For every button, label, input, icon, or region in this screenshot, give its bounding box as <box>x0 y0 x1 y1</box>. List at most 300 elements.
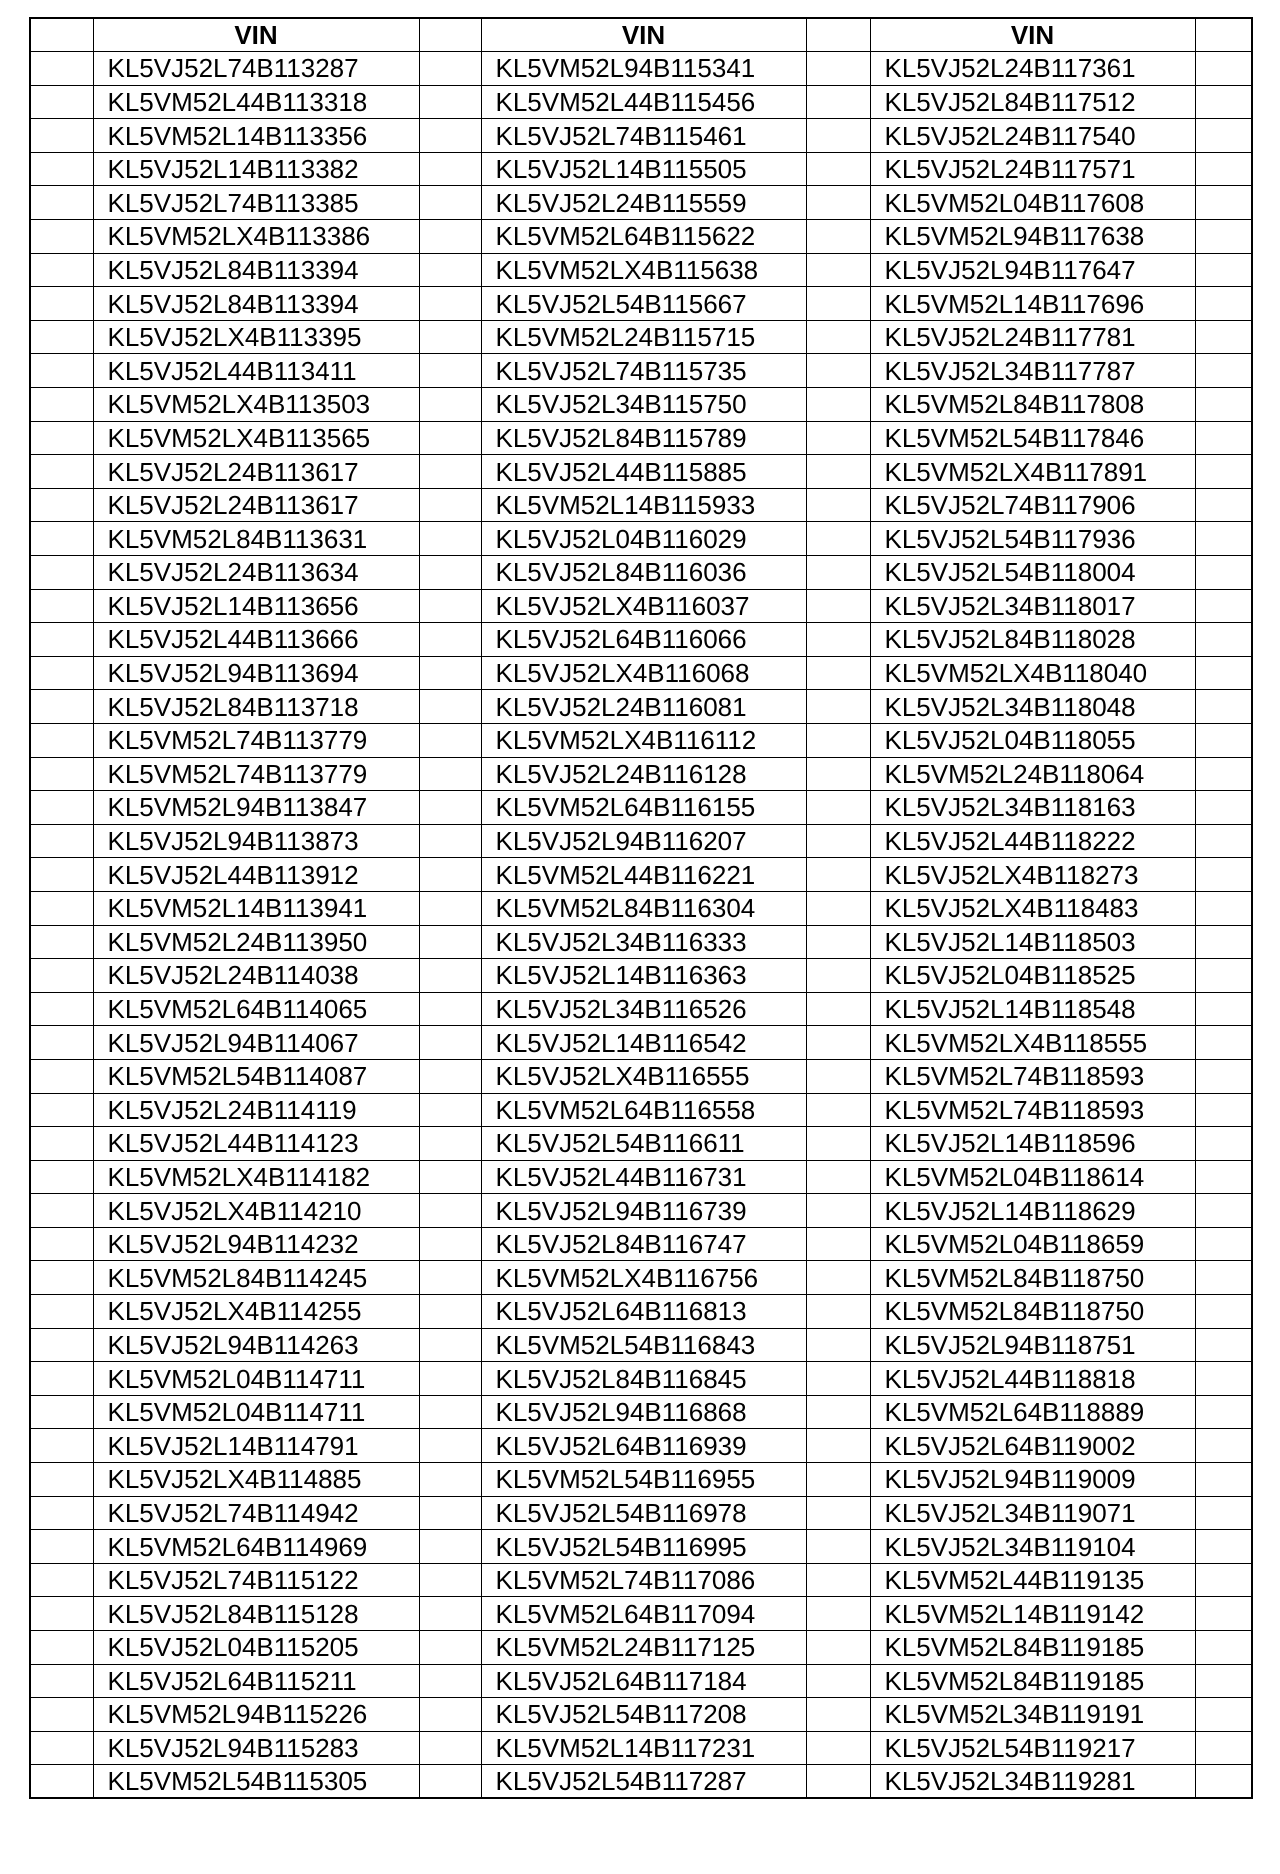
spacer-cell <box>419 354 481 388</box>
vin-cell: KL5VJ52LX4B118273 <box>870 858 1195 892</box>
table-row <box>30 1160 1252 1194</box>
spacer-cell <box>806 1429 870 1463</box>
vin-cell: KL5VM52L54B114087 <box>93 1059 419 1093</box>
spacer-cell <box>1195 354 1252 388</box>
vin-cell: KL5VM52LX4B114182 <box>93 1160 419 1194</box>
vin-cell: KL5VJ52L74B115461 <box>481 119 806 153</box>
spacer-cell <box>806 186 870 220</box>
spacer-cell <box>1195 522 1252 556</box>
spacer-cell <box>419 388 481 422</box>
spacer-cell <box>806 656 870 690</box>
vin-cell: KL5VJ52L54B117208 <box>481 1698 806 1732</box>
vin-cell: KL5VM52L84B119185 <box>870 1664 1195 1698</box>
spacer-cell <box>419 220 481 254</box>
spacer-cell <box>806 18 870 52</box>
spacer-cell <box>30 1731 93 1765</box>
table-row <box>30 488 1252 522</box>
spacer-cell <box>806 421 870 455</box>
vin-cell: KL5VM52L14B113941 <box>93 891 419 925</box>
table-row <box>30 623 1252 657</box>
vin-cell: KL5VJ52L34B119071 <box>870 1496 1195 1530</box>
spacer-cell <box>30 1496 93 1530</box>
spacer-cell <box>30 1664 93 1698</box>
vin-cell: KL5VM52L64B115622 <box>481 220 806 254</box>
table-row <box>30 52 1252 86</box>
table-row <box>30 656 1252 690</box>
vin-cell: KL5VM52L14B119142 <box>870 1597 1195 1631</box>
spacer-cell <box>419 1127 481 1161</box>
table-row <box>30 723 1252 757</box>
spacer-cell <box>1195 858 1252 892</box>
spacer-cell <box>30 723 93 757</box>
vin-cell: KL5VM52LX4B117891 <box>870 455 1195 489</box>
vin-cell: KL5VJ52L14B118548 <box>870 992 1195 1026</box>
spacer-cell <box>806 623 870 657</box>
spacer-cell <box>1195 488 1252 522</box>
spacer-cell <box>419 723 481 757</box>
spacer-cell <box>806 858 870 892</box>
table-row <box>30 1765 1252 1799</box>
spacer-cell <box>419 690 481 724</box>
table-row <box>30 1631 1252 1665</box>
table-row <box>30 220 1252 254</box>
spacer-cell <box>1195 791 1252 825</box>
table-row <box>30 824 1252 858</box>
spacer-cell <box>30 992 93 1026</box>
vin-cell: KL5VJ52L34B117787 <box>870 354 1195 388</box>
spacer-cell <box>30 1059 93 1093</box>
vin-cell: KL5VJ52L64B116939 <box>481 1429 806 1463</box>
table-row <box>30 1597 1252 1631</box>
table-row <box>30 1496 1252 1530</box>
vin-cell: KL5VM52L94B115226 <box>93 1698 419 1732</box>
vin-cell: KL5VJ52L54B116978 <box>481 1496 806 1530</box>
spacer-cell <box>806 1496 870 1530</box>
spacer-cell <box>806 488 870 522</box>
vin-cell: KL5VJ52L94B117647 <box>870 253 1195 287</box>
vin-cell: KL5VJ52L34B118017 <box>870 589 1195 623</box>
spacer-cell <box>806 1093 870 1127</box>
spacer-cell <box>1195 1059 1252 1093</box>
spacer-cell <box>1195 1328 1252 1362</box>
table-row <box>30 354 1252 388</box>
table-row <box>30 1194 1252 1228</box>
spacer-cell <box>419 85 481 119</box>
spacer-cell <box>1195 388 1252 422</box>
vin-cell: KL5VJ52L34B119281 <box>870 1765 1195 1799</box>
spacer-cell <box>30 556 93 590</box>
vin-cell: KL5VM52L84B113631 <box>93 522 419 556</box>
spacer-cell <box>30 186 93 220</box>
spacer-cell <box>1195 18 1252 52</box>
vin-cell: KL5VJ52L64B117184 <box>481 1664 806 1698</box>
vin-cell: KL5VM52L84B119185 <box>870 1631 1195 1665</box>
vin-cell: KL5VJ52L34B116333 <box>481 925 806 959</box>
spacer-cell <box>419 791 481 825</box>
table-row <box>30 1395 1252 1429</box>
vin-cell: KL5VJ52L14B116363 <box>481 959 806 993</box>
vin-cell: KL5VJ52L14B116542 <box>481 1026 806 1060</box>
vin-cell: KL5VM52L44B115456 <box>481 85 806 119</box>
spacer-cell <box>806 1328 870 1362</box>
spacer-cell <box>30 1362 93 1396</box>
spacer-cell <box>1195 1631 1252 1665</box>
spacer-cell <box>806 85 870 119</box>
vin-cell: KL5VJ52L54B116611 <box>481 1127 806 1161</box>
vin-cell: KL5VM52L64B117094 <box>481 1597 806 1631</box>
spacer-cell <box>419 287 481 321</box>
table-row <box>30 925 1252 959</box>
vin-cell: KL5VJ52L94B114067 <box>93 1026 419 1060</box>
spacer-cell <box>30 253 93 287</box>
table-row <box>30 589 1252 623</box>
spacer-cell <box>30 589 93 623</box>
vin-cell: KL5VM52L74B118593 <box>870 1093 1195 1127</box>
vin-cell: KL5VJ52L94B116207 <box>481 824 806 858</box>
vin-cell: KL5VJ52L94B113694 <box>93 656 419 690</box>
vin-cell: KL5VJ52L84B117512 <box>870 85 1195 119</box>
spacer-cell <box>806 791 870 825</box>
vin-cell: KL5VJ52L54B117287 <box>481 1765 806 1799</box>
column-header-vin-1: VIN <box>93 18 419 52</box>
vin-cell: KL5VM52L94B115341 <box>481 52 806 86</box>
vin-cell: KL5VM52L74B113779 <box>93 757 419 791</box>
spacer-cell <box>1195 253 1252 287</box>
spacer-cell <box>806 992 870 1026</box>
spacer-cell <box>30 858 93 892</box>
vin-cell: KL5VM52L44B113318 <box>93 85 419 119</box>
vin-cell: KL5VM52L84B116304 <box>481 891 806 925</box>
spacer-cell <box>419 186 481 220</box>
spacer-cell <box>30 52 93 86</box>
spacer-cell <box>806 1731 870 1765</box>
table-row <box>30 1664 1252 1698</box>
spacer-cell <box>1195 1731 1252 1765</box>
spacer-cell <box>1195 1429 1252 1463</box>
vin-cell: KL5VM52L64B114065 <box>93 992 419 1026</box>
spacer-cell <box>419 925 481 959</box>
spacer-cell <box>1195 723 1252 757</box>
vin-cell: KL5VM52L94B117638 <box>870 220 1195 254</box>
table-row <box>30 455 1252 489</box>
spacer-cell <box>30 1698 93 1732</box>
vin-cell: KL5VJ52L64B119002 <box>870 1429 1195 1463</box>
vin-cell: KL5VJ52L24B113617 <box>93 455 419 489</box>
vin-cell: KL5VJ52L24B114038 <box>93 959 419 993</box>
vin-cell: KL5VJ52L24B116128 <box>481 757 806 791</box>
spacer-cell <box>1195 1362 1252 1396</box>
spacer-cell <box>419 1765 481 1799</box>
spacer-cell <box>806 1362 870 1396</box>
table-row <box>30 1227 1252 1261</box>
table-row <box>30 1698 1252 1732</box>
spacer-cell <box>1195 925 1252 959</box>
spacer-cell <box>806 320 870 354</box>
vin-cell: KL5VJ52L34B118048 <box>870 690 1195 724</box>
vin-cell: KL5VJ52L04B118055 <box>870 723 1195 757</box>
spacer-cell <box>1195 85 1252 119</box>
spacer-cell <box>30 791 93 825</box>
vin-cell: KL5VJ52L24B115559 <box>481 186 806 220</box>
vin-cell: KL5VJ52L84B113394 <box>93 253 419 287</box>
vin-cell: KL5VM52LX4B116112 <box>481 723 806 757</box>
vin-cell: KL5VJ52L84B116845 <box>481 1362 806 1396</box>
vin-cell: KL5VJ52L64B115211 <box>93 1664 419 1698</box>
vin-cell: KL5VJ52L44B118222 <box>870 824 1195 858</box>
table-row <box>30 1059 1252 1093</box>
spacer-cell <box>1195 1496 1252 1530</box>
spacer-cell <box>30 1328 93 1362</box>
spacer-cell <box>30 891 93 925</box>
spacer-cell <box>30 1463 93 1497</box>
spacer-cell <box>419 1463 481 1497</box>
spacer-cell <box>419 1362 481 1396</box>
vin-cell: KL5VJ52L94B114263 <box>93 1328 419 1362</box>
spacer-cell <box>30 488 93 522</box>
spacer-cell <box>419 1059 481 1093</box>
table-row <box>30 1328 1252 1362</box>
vin-cell: KL5VJ52L44B115885 <box>481 455 806 489</box>
spacer-cell <box>806 690 870 724</box>
spacer-cell <box>419 589 481 623</box>
spacer-cell <box>30 656 93 690</box>
vin-cell: KL5VM52L14B117231 <box>481 1731 806 1765</box>
table-row <box>30 152 1252 186</box>
table-row <box>30 253 1252 287</box>
spacer-cell <box>1195 1563 1252 1597</box>
spacer-cell <box>419 959 481 993</box>
spacer-cell <box>419 1496 481 1530</box>
vin-cell: KL5VJ52L54B116995 <box>481 1530 806 1564</box>
spacer-cell <box>30 1093 93 1127</box>
spacer-cell <box>806 388 870 422</box>
table-row <box>30 186 1252 220</box>
vin-cell: KL5VJ52L24B117571 <box>870 152 1195 186</box>
vin-cell: KL5VM52LX4B113386 <box>93 220 419 254</box>
spacer-cell <box>806 1530 870 1564</box>
spacer-cell <box>30 220 93 254</box>
spacer-cell <box>1195 824 1252 858</box>
spacer-cell <box>419 824 481 858</box>
vin-cell: KL5VJ52L44B118818 <box>870 1362 1195 1396</box>
vin-cell: KL5VJ52L44B113411 <box>93 354 419 388</box>
vin-cell: KL5VJ52L84B115789 <box>481 421 806 455</box>
vin-cell: KL5VJ52L94B116739 <box>481 1194 806 1228</box>
vin-cell: KL5VM52L04B114711 <box>93 1395 419 1429</box>
spacer-cell <box>1195 186 1252 220</box>
spacer-cell <box>419 1631 481 1665</box>
spacer-cell <box>30 1597 93 1631</box>
spacer-cell <box>419 1194 481 1228</box>
vin-cell: KL5VM52LX4B115638 <box>481 253 806 287</box>
vin-cell: KL5VJ52L74B117906 <box>870 488 1195 522</box>
spacer-cell <box>1195 1127 1252 1161</box>
vin-cell: KL5VJ52L04B116029 <box>481 522 806 556</box>
table-row <box>30 1530 1252 1564</box>
spacer-cell <box>419 119 481 153</box>
spacer-cell <box>419 1429 481 1463</box>
vin-cell: KL5VJ52L24B117361 <box>870 52 1195 86</box>
spacer-cell <box>806 152 870 186</box>
spacer-cell <box>1195 1194 1252 1228</box>
vin-cell: KL5VM52L34B119191 <box>870 1698 1195 1732</box>
vin-cell: KL5VJ52L74B114942 <box>93 1496 419 1530</box>
spacer-cell <box>30 119 93 153</box>
table-row <box>30 690 1252 724</box>
table-row <box>30 1261 1252 1295</box>
table-row <box>30 556 1252 590</box>
vin-table-header <box>30 18 1252 52</box>
spacer-cell <box>30 85 93 119</box>
table-row <box>30 320 1252 354</box>
spacer-cell <box>806 1295 870 1329</box>
spacer-cell <box>419 1395 481 1429</box>
vin-cell: KL5VJ52L24B117540 <box>870 119 1195 153</box>
vin-cell: KL5VM52L74B117086 <box>481 1563 806 1597</box>
spacer-cell <box>419 320 481 354</box>
vin-cell: KL5VM52L54B117846 <box>870 421 1195 455</box>
spacer-cell <box>1195 1463 1252 1497</box>
spacer-cell <box>419 1261 481 1295</box>
spacer-cell <box>806 522 870 556</box>
vin-cell: KL5VM52L44B116221 <box>481 858 806 892</box>
spacer-cell <box>1195 320 1252 354</box>
spacer-cell <box>419 1731 481 1765</box>
spacer-cell <box>806 1127 870 1161</box>
vin-cell: KL5VM52L54B116843 <box>481 1328 806 1362</box>
vin-cell: KL5VJ52L14B118596 <box>870 1127 1195 1161</box>
column-header-vin-3: VIN <box>870 18 1195 52</box>
spacer-cell <box>806 1227 870 1261</box>
vin-cell: KL5VJ52L74B113287 <box>93 52 419 86</box>
spacer-cell <box>419 18 481 52</box>
spacer-cell <box>806 1698 870 1732</box>
spacer-cell <box>419 421 481 455</box>
spacer-cell <box>806 1059 870 1093</box>
spacer-cell <box>419 488 481 522</box>
spacer-cell <box>806 959 870 993</box>
spacer-cell <box>806 455 870 489</box>
vin-cell: KL5VJ52L24B113617 <box>93 488 419 522</box>
spacer-cell <box>30 959 93 993</box>
table-row <box>30 85 1252 119</box>
vin-cell: KL5VJ52L14B113656 <box>93 589 419 623</box>
spacer-cell <box>1195 556 1252 590</box>
vin-cell: KL5VJ52LX4B118483 <box>870 891 1195 925</box>
header-row <box>30 18 1252 52</box>
vin-cell: KL5VM52L74B113779 <box>93 723 419 757</box>
vin-cell: KL5VJ52L04B118525 <box>870 959 1195 993</box>
vin-cell: KL5VJ52L44B114123 <box>93 1127 419 1161</box>
spacer-cell <box>806 824 870 858</box>
table-row <box>30 791 1252 825</box>
vin-cell: KL5VJ52L54B115667 <box>481 287 806 321</box>
spacer-cell <box>30 925 93 959</box>
spacer-cell <box>30 690 93 724</box>
table-row <box>30 1362 1252 1396</box>
spacer-cell <box>419 1664 481 1698</box>
spacer-cell <box>1195 959 1252 993</box>
spacer-cell <box>30 1429 93 1463</box>
vin-cell: KL5VJ52L34B119104 <box>870 1530 1195 1564</box>
table-row <box>30 1127 1252 1161</box>
spacer-cell <box>806 723 870 757</box>
vin-cell: KL5VJ52L94B114232 <box>93 1227 419 1261</box>
vin-cell: KL5VJ52L14B118629 <box>870 1194 1195 1228</box>
spacer-cell <box>419 1026 481 1060</box>
vin-cell: KL5VM52L64B114969 <box>93 1530 419 1564</box>
table-row <box>30 1026 1252 1060</box>
spacer-cell <box>806 589 870 623</box>
vin-cell: KL5VJ52L34B115750 <box>481 388 806 422</box>
spacer-cell <box>806 1765 870 1799</box>
vin-cell: KL5VJ52L64B116066 <box>481 623 806 657</box>
vin-cell: KL5VJ52L84B113718 <box>93 690 419 724</box>
vin-cell: KL5VJ52L94B115283 <box>93 1731 419 1765</box>
vin-cell: KL5VJ52L84B116747 <box>481 1227 806 1261</box>
spacer-cell <box>419 858 481 892</box>
table-row <box>30 1731 1252 1765</box>
spacer-cell <box>419 522 481 556</box>
spacer-cell <box>806 1664 870 1698</box>
table-row <box>30 287 1252 321</box>
vin-cell: KL5VJ52LX4B113395 <box>93 320 419 354</box>
vin-cell: KL5VM52L54B115305 <box>93 1765 419 1799</box>
spacer-cell <box>30 320 93 354</box>
spacer-cell <box>30 1160 93 1194</box>
vin-cell: KL5VM52L14B113356 <box>93 119 419 153</box>
spacer-cell <box>1195 220 1252 254</box>
vin-cell: KL5VJ52L24B116081 <box>481 690 806 724</box>
spacer-cell <box>1195 1698 1252 1732</box>
spacer-cell <box>419 992 481 1026</box>
table-row <box>30 119 1252 153</box>
spacer-cell <box>419 455 481 489</box>
vin-cell: KL5VJ52L04B115205 <box>93 1631 419 1665</box>
vin-cell: KL5VJ52L84B113394 <box>93 287 419 321</box>
spacer-cell <box>1195 656 1252 690</box>
spacer-cell <box>806 1631 870 1665</box>
spacer-cell <box>806 925 870 959</box>
vin-cell: KL5VJ52L54B118004 <box>870 556 1195 590</box>
spacer-cell <box>1195 1093 1252 1127</box>
vin-cell: KL5VM52L94B113847 <box>93 791 419 825</box>
spacer-cell <box>419 1563 481 1597</box>
spacer-cell <box>1195 152 1252 186</box>
spacer-cell <box>419 1698 481 1732</box>
spacer-cell <box>1195 455 1252 489</box>
spacer-cell <box>419 556 481 590</box>
spacer-cell <box>419 1227 481 1261</box>
vin-cell: KL5VM52L04B118614 <box>870 1160 1195 1194</box>
spacer-cell <box>419 1295 481 1329</box>
vin-cell: KL5VM52LX4B116756 <box>481 1261 806 1295</box>
vin-cell: KL5VJ52L14B114791 <box>93 1429 419 1463</box>
spacer-cell <box>1195 589 1252 623</box>
spacer-cell <box>806 354 870 388</box>
vin-cell: KL5VM52L84B117808 <box>870 388 1195 422</box>
spacer-cell <box>1195 757 1252 791</box>
spacer-cell <box>1195 623 1252 657</box>
vin-cell: KL5VJ52LX4B114210 <box>93 1194 419 1228</box>
spacer-cell <box>806 287 870 321</box>
vin-cell: KL5VJ52L34B116526 <box>481 992 806 1026</box>
vin-cell: KL5VM52L84B118750 <box>870 1295 1195 1329</box>
spacer-cell <box>806 1261 870 1295</box>
spacer-cell <box>1195 1160 1252 1194</box>
table-row <box>30 858 1252 892</box>
spacer-cell <box>1195 1395 1252 1429</box>
